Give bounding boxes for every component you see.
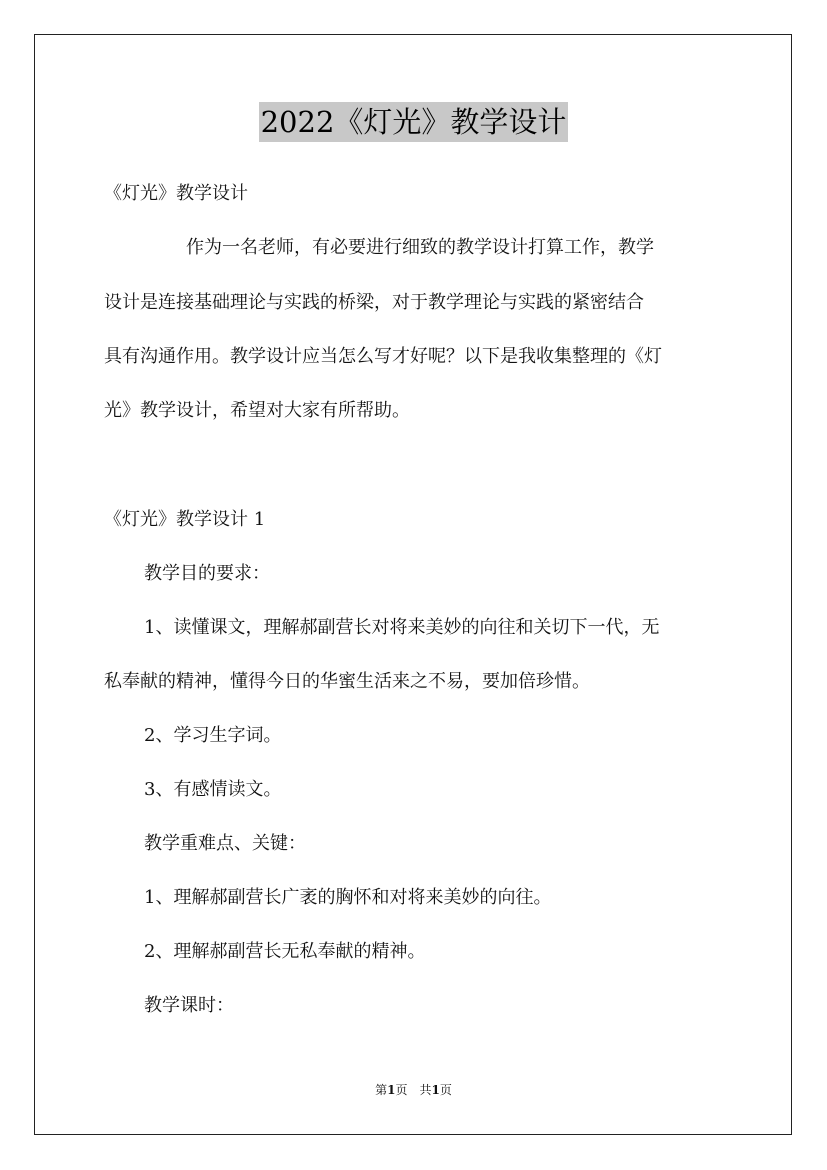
section-heading: 《灯光》教学设计 1 (104, 509, 266, 530)
intro-line-3: 具有沟通作用。教学设计应当怎么写才好呢？以下是我收集整理的《灯 (104, 346, 662, 367)
keypoints-heading: 教学重难点、关键： (144, 833, 306, 854)
goals-heading: 教学目的要求： (144, 563, 270, 584)
title-container (0, 102, 827, 142)
document-title: 2022《灯光》教学设计 (259, 102, 569, 142)
keypoint-2: 2、理解郝副营长无私奉献的精神。 (144, 941, 426, 962)
intro-line-1: 作为一名老师，有必要进行细致的教学设计打算工作，教学 (186, 237, 654, 258)
intro-line-4: 光》教学设计，希望对大家有所帮助。 (104, 400, 410, 421)
footer-page-current: 1 (387, 1083, 396, 1097)
goal-2: 2、学习生字词。 (144, 725, 282, 746)
footer-page-mid: 页 共 (395, 1083, 432, 1097)
document-subtitle: 《灯光》教学设计 (104, 183, 248, 204)
footer-page-prefix: 第 (375, 1083, 388, 1097)
footer-page-total: 1 (431, 1083, 440, 1097)
intro-line-2: 设计是连接基础理论与实践的桥梁，对于教学理论与实践的紧密结合 (104, 292, 644, 313)
footer-page-suffix: 页 (439, 1083, 452, 1097)
goal-3: 3、有感情读文。 (144, 779, 282, 800)
hours-heading: 教学课时： (144, 995, 234, 1016)
goal-1-line-2: 私奉献的精神，懂得今日的华蜜生活来之不易，要加倍珍惜。 (104, 671, 590, 692)
keypoint-1: 1、理解郝副营长广袤的胸怀和对将来美妙的向往。 (144, 887, 552, 908)
page-footer (0, 1082, 827, 1098)
goal-1-line-1: 1、读懂课文，理解郝副营长对将来美妙的向往和关切下一代，无 (144, 617, 660, 638)
